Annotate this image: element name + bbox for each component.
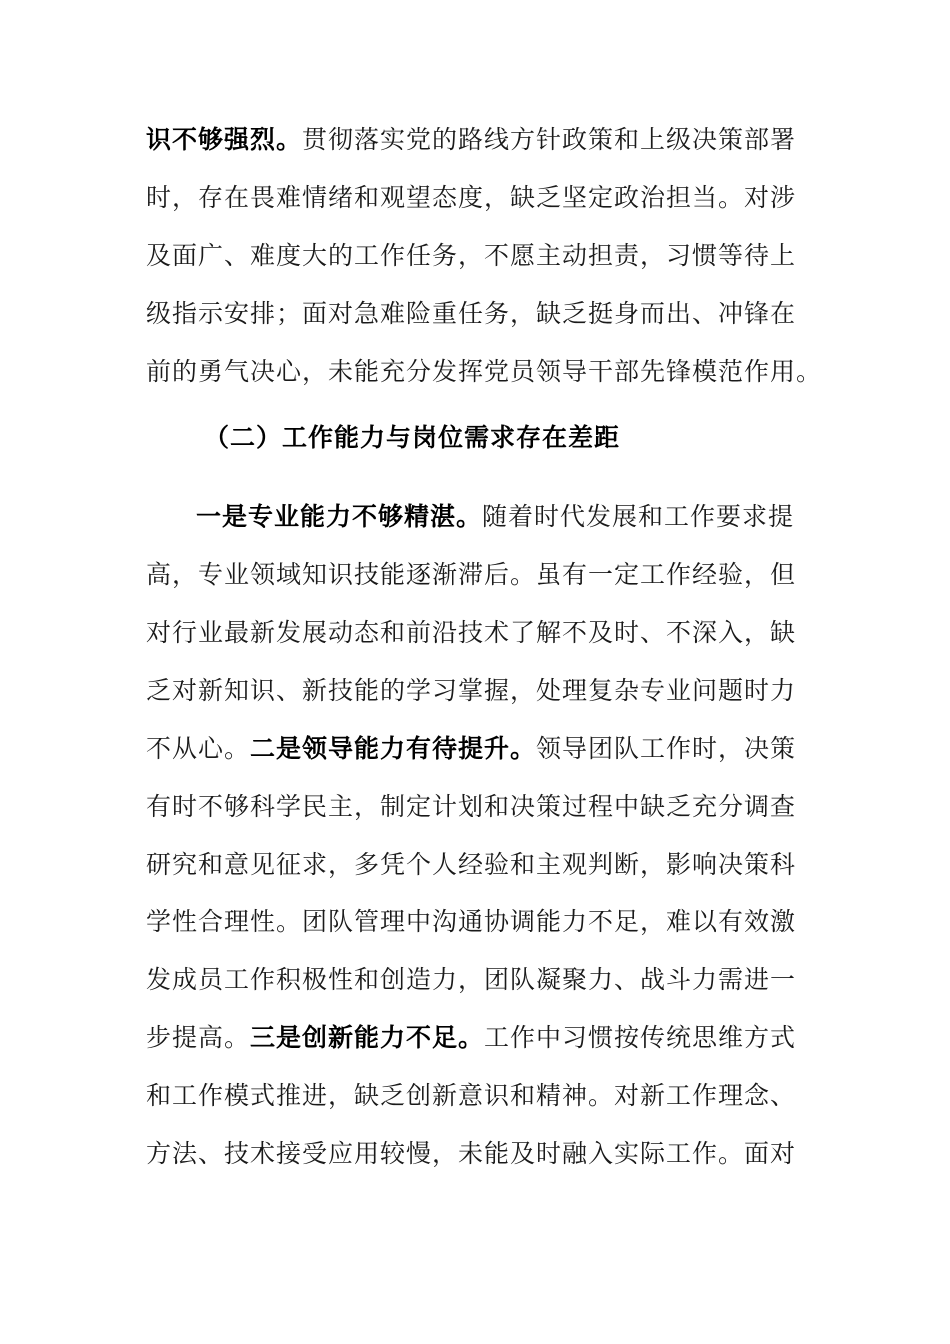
text-line [146,960,796,1000]
body-text: 随着时代发展和工作要求提 [482,502,795,531]
emphasis-text: （二）工作能力与岗位需求存在差距 [204,423,621,452]
body-text: 时，存在畏难情绪和观望态度，缺乏坚定政治担当。对涉 [146,183,797,212]
emphasis-text: 三是创新能力不足。 [250,1023,485,1052]
text-line [146,787,796,827]
body-text: 乏对新知识、新技能的学习掌握，处理复杂专业问题时力 [146,676,797,705]
text-line [146,671,796,711]
text-line [146,352,822,392]
text-line [146,120,796,160]
body-text: 不从心。 [146,734,251,763]
body-text: 步提高。 [146,1023,251,1052]
body-text: 研究和意见征求，多凭个人经验和主观判断，影响决策科 [146,850,797,879]
text-line [146,613,796,653]
text-line [146,236,796,276]
body-text: 学性合理性。团队管理中沟通协调能力不足，难以有效激 [146,907,797,936]
body-text: 贯彻落实党的路线方针政策和上级决策部署 [302,125,797,154]
body-text: 级指示安排；面对急难险重任务，缺乏挺身而出、冲锋在 [146,299,797,328]
body-text: 和工作模式推进，缺乏创新意识和精神。对新工作理念、 [146,1081,797,1110]
section-heading [204,418,620,458]
text-line [146,902,796,942]
text-line [146,729,796,769]
body-text: 高，专业领域知识技能逐渐滞后。虽有一定工作经验，但 [146,560,797,589]
emphasis-text: 识不够强烈。 [146,125,303,154]
body-text: 工作中习惯按传统思维方式 [484,1023,797,1052]
text-line [146,1076,796,1116]
body-text: 前的勇气决心，未能充分发挥党员领导干部先锋模范作用。 [146,357,823,386]
body-text: 有时不够科学民主，制定计划和决策过程中缺乏充分调查 [146,792,797,821]
text-line [146,1018,796,1058]
body-text: 及面广、难度大的工作任务，不愿主动担责，习惯等待上 [146,241,797,270]
emphasis-text: 二是领导能力有待提升。 [250,734,537,763]
text-line [196,497,794,537]
text-line [146,294,796,334]
text-line [146,178,796,218]
body-text: 领导团队工作时，决策 [536,734,797,763]
body-text: 方法、技术接受应用较慢，未能及时融入实际工作。面对 [146,1139,797,1168]
emphasis-text: 一是专业能力不够精湛。 [196,502,483,531]
text-line [146,555,796,595]
text-line [146,1134,796,1174]
body-text: 发成员工作积极性和创造力，团队凝聚力、战斗力需进一 [146,965,797,994]
text-line [146,845,796,885]
body-text: 对行业最新发展动态和前沿技术了解不及时、不深入，缺 [146,618,797,647]
